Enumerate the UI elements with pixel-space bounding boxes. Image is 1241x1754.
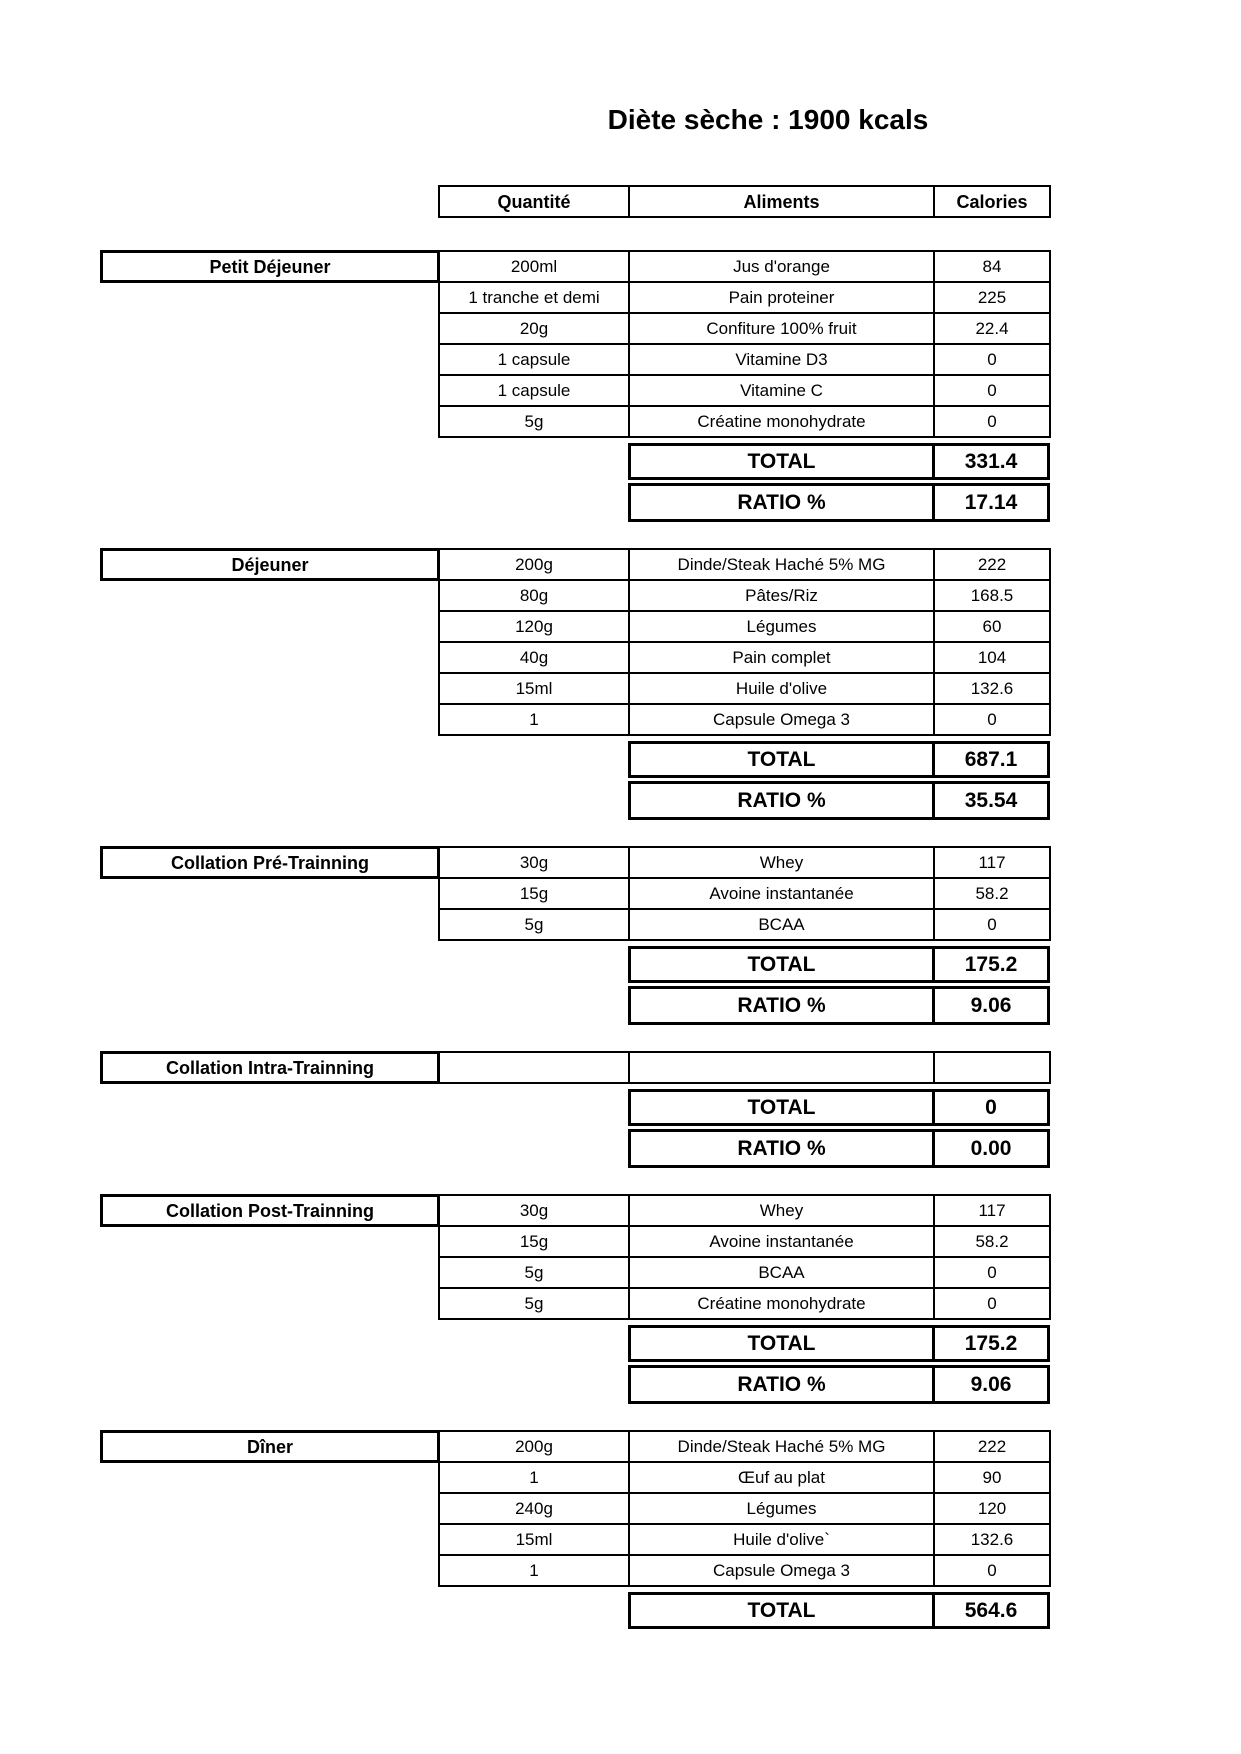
row-spacer — [100, 374, 440, 407]
row-spacer — [100, 1287, 440, 1320]
ratio-row — [628, 781, 1060, 820]
food-cell: Whey — [628, 1194, 935, 1227]
table-row — [100, 250, 1060, 283]
row-spacer — [100, 312, 440, 345]
quantity-cell: 1 — [438, 703, 630, 736]
section-label: Déjeuner — [100, 548, 440, 581]
meal-section — [100, 846, 1060, 1025]
food-cell: Œuf au plat — [628, 1461, 935, 1494]
calories-cell: 58.2 — [933, 877, 1051, 910]
total-row — [628, 443, 1060, 480]
row-spacer — [100, 1554, 440, 1587]
column-header-food: Aliments — [628, 185, 935, 218]
calories-cell: 132.6 — [933, 672, 1051, 705]
row-spacer — [100, 672, 440, 705]
column-header-quantity: Quantité — [438, 185, 630, 218]
ratio-label: RATIO % — [628, 1129, 935, 1168]
ratio-value: 9.06 — [932, 986, 1050, 1025]
food-cell: Jus d'orange — [628, 250, 935, 283]
food-cell: Confiture 100% fruit — [628, 312, 935, 345]
meal-section — [100, 1194, 1060, 1404]
table-row — [100, 672, 1060, 705]
meal-section — [100, 1051, 1060, 1168]
table-row — [100, 703, 1060, 736]
table-row — [100, 405, 1060, 438]
quantity-cell: 1 — [438, 1461, 630, 1494]
calories-cell: 0 — [933, 1287, 1051, 1320]
table-row — [100, 312, 1060, 345]
food-cell: Avoine instantanée — [628, 1225, 935, 1258]
quantity-cell: 15g — [438, 877, 630, 910]
ratio-row — [628, 483, 1060, 522]
section-label: Collation Intra-Trainning — [100, 1051, 440, 1084]
table-row — [100, 281, 1060, 314]
total-label: TOTAL — [628, 1592, 935, 1629]
ratio-value: 17.14 — [932, 483, 1050, 522]
food-cell: Pain proteiner — [628, 281, 935, 314]
food-cell: Vitamine D3 — [628, 343, 935, 376]
food-cell: Créatine monohydrate — [628, 1287, 935, 1320]
row-spacer — [100, 343, 440, 376]
total-row — [628, 946, 1060, 983]
food-cell: Pain complet — [628, 641, 935, 674]
quantity-cell: 15ml — [438, 672, 630, 705]
row-spacer — [100, 908, 440, 941]
quantity-cell: 240g — [438, 1492, 630, 1525]
calories-cell: 168.5 — [933, 579, 1051, 612]
row-spacer — [100, 1492, 440, 1525]
header-row — [438, 185, 1060, 218]
table-row — [100, 1256, 1060, 1289]
table-row — [100, 908, 1060, 941]
calories-cell: 58.2 — [933, 1225, 1051, 1258]
row-spacer — [100, 877, 440, 910]
ratio-value: 0.00 — [932, 1129, 1050, 1168]
total-value: 0 — [932, 1089, 1050, 1126]
calories-cell: 120 — [933, 1492, 1051, 1525]
calories-cell: 117 — [933, 846, 1051, 879]
calories-cell — [933, 1051, 1051, 1084]
table-row — [100, 641, 1060, 674]
quantity-cell: 30g — [438, 846, 630, 879]
food-cell: Avoine instantanée — [628, 877, 935, 910]
food-cell: BCAA — [628, 1256, 935, 1289]
table-row — [100, 1287, 1060, 1320]
table-row — [100, 1554, 1060, 1587]
calories-cell: 0 — [933, 1256, 1051, 1289]
meal-section — [100, 548, 1060, 820]
table-row — [100, 1523, 1060, 1556]
total-label: TOTAL — [628, 443, 935, 480]
calories-cell: 90 — [933, 1461, 1051, 1494]
food-cell: Dinde/Steak Haché 5% MG — [628, 548, 935, 581]
ratio-label: RATIO % — [628, 986, 935, 1025]
quantity-cell: 200g — [438, 1430, 630, 1463]
quantity-cell: 1 capsule — [438, 343, 630, 376]
table-row — [100, 1461, 1060, 1494]
food-cell: BCAA — [628, 908, 935, 941]
ratio-row — [628, 1365, 1060, 1404]
row-spacer — [100, 1225, 440, 1258]
quantity-cell: 5g — [438, 1256, 630, 1289]
quantity-cell: 15ml — [438, 1523, 630, 1556]
quantity-cell: 120g — [438, 610, 630, 643]
food-cell: Huile d'olive` — [628, 1523, 935, 1556]
calories-cell: 0 — [933, 1554, 1051, 1587]
quantity-cell: 20g — [438, 312, 630, 345]
sections — [100, 250, 1060, 1629]
quantity-cell: 1 capsule — [438, 374, 630, 407]
calories-cell: 0 — [933, 703, 1051, 736]
quantity-cell: 15g — [438, 1225, 630, 1258]
food-cell: Vitamine C — [628, 374, 935, 407]
column-header-calories: Calories — [933, 185, 1051, 218]
food-cell: Légumes — [628, 1492, 935, 1525]
row-spacer — [100, 405, 440, 438]
calories-cell: 117 — [933, 1194, 1051, 1227]
quantity-cell: 5g — [438, 908, 630, 941]
calories-cell: 222 — [933, 1430, 1051, 1463]
table-row — [100, 1430, 1060, 1463]
row-spacer — [100, 1256, 440, 1289]
ratio-row — [628, 1129, 1060, 1168]
quantity-cell: 5g — [438, 1287, 630, 1320]
row-spacer — [100, 579, 440, 612]
total-label: TOTAL — [628, 946, 935, 983]
calories-cell: 222 — [933, 548, 1051, 581]
total-row — [628, 741, 1060, 778]
quantity-cell: 1 — [438, 1554, 630, 1587]
calories-cell: 0 — [933, 908, 1051, 941]
calories-cell: 225 — [933, 281, 1051, 314]
calories-cell: 0 — [933, 405, 1051, 438]
section-label: Collation Pré-Trainning — [100, 846, 440, 879]
total-label: TOTAL — [628, 1325, 935, 1362]
food-cell: Dinde/Steak Haché 5% MG — [628, 1430, 935, 1463]
ratio-label: RATIO % — [628, 483, 935, 522]
total-row — [628, 1325, 1060, 1362]
table-row — [100, 1492, 1060, 1525]
quantity-cell: 5g — [438, 405, 630, 438]
ratio-label: RATIO % — [628, 1365, 935, 1404]
total-value: 687.1 — [932, 741, 1050, 778]
calories-cell: 104 — [933, 641, 1051, 674]
row-spacer — [100, 1523, 440, 1556]
quantity-cell: 200ml — [438, 250, 630, 283]
ratio-value: 35.54 — [932, 781, 1050, 820]
row-spacer — [100, 641, 440, 674]
ratio-row — [628, 986, 1060, 1025]
food-cell: Pâtes/Riz — [628, 579, 935, 612]
section-label: Petit Déjeuner — [100, 250, 440, 283]
total-label: TOTAL — [628, 741, 935, 778]
food-cell: Créatine monohydrate — [628, 405, 935, 438]
section-label: Collation Post-Trainning — [100, 1194, 440, 1227]
food-cell — [628, 1051, 935, 1084]
meal-section — [100, 250, 1060, 522]
table-row — [100, 1194, 1060, 1227]
row-spacer — [100, 1461, 440, 1494]
table-row — [100, 877, 1060, 910]
calories-cell: 0 — [933, 343, 1051, 376]
calories-cell: 0 — [933, 374, 1051, 407]
food-cell: Légumes — [628, 610, 935, 643]
quantity-cell: 200g — [438, 548, 630, 581]
table-row — [100, 846, 1060, 879]
table-row — [100, 374, 1060, 407]
page-title: Diète sèche : 1900 kcals — [607, 104, 929, 135]
table-row — [100, 579, 1060, 612]
quantity-cell: 30g — [438, 1194, 630, 1227]
quantity-cell: 40g — [438, 641, 630, 674]
calories-cell: 60 — [933, 610, 1051, 643]
meal-section — [100, 1430, 1060, 1629]
quantity-cell: 80g — [438, 579, 630, 612]
calories-cell: 22.4 — [933, 312, 1051, 345]
table-row — [100, 548, 1060, 581]
calories-cell: 132.6 — [933, 1523, 1051, 1556]
food-cell: Whey — [628, 846, 935, 879]
food-cell: Huile d'olive — [628, 672, 935, 705]
ratio-value: 9.06 — [932, 1365, 1050, 1404]
total-label: TOTAL — [628, 1089, 935, 1126]
table-row — [100, 343, 1060, 376]
total-value: 175.2 — [932, 946, 1050, 983]
quantity-cell: 1 tranche et demi — [438, 281, 630, 314]
food-cell: Capsule Omega 3 — [628, 703, 935, 736]
table-row — [100, 610, 1060, 643]
row-spacer — [100, 281, 440, 314]
quantity-cell — [438, 1051, 630, 1084]
section-label: Dîner — [100, 1430, 440, 1463]
calories-cell: 84 — [933, 250, 1051, 283]
table-row — [100, 1051, 1060, 1084]
total-value: 564.6 — [932, 1592, 1050, 1629]
table-row — [100, 1225, 1060, 1258]
total-value: 175.2 — [932, 1325, 1050, 1362]
food-cell: Capsule Omega 3 — [628, 1554, 935, 1587]
diet-table — [100, 185, 1060, 1655]
total-value: 331.4 — [932, 443, 1050, 480]
total-row — [628, 1089, 1060, 1126]
ratio-label: RATIO % — [628, 781, 935, 820]
row-spacer — [100, 703, 440, 736]
total-row — [628, 1592, 1060, 1629]
row-spacer — [100, 610, 440, 643]
